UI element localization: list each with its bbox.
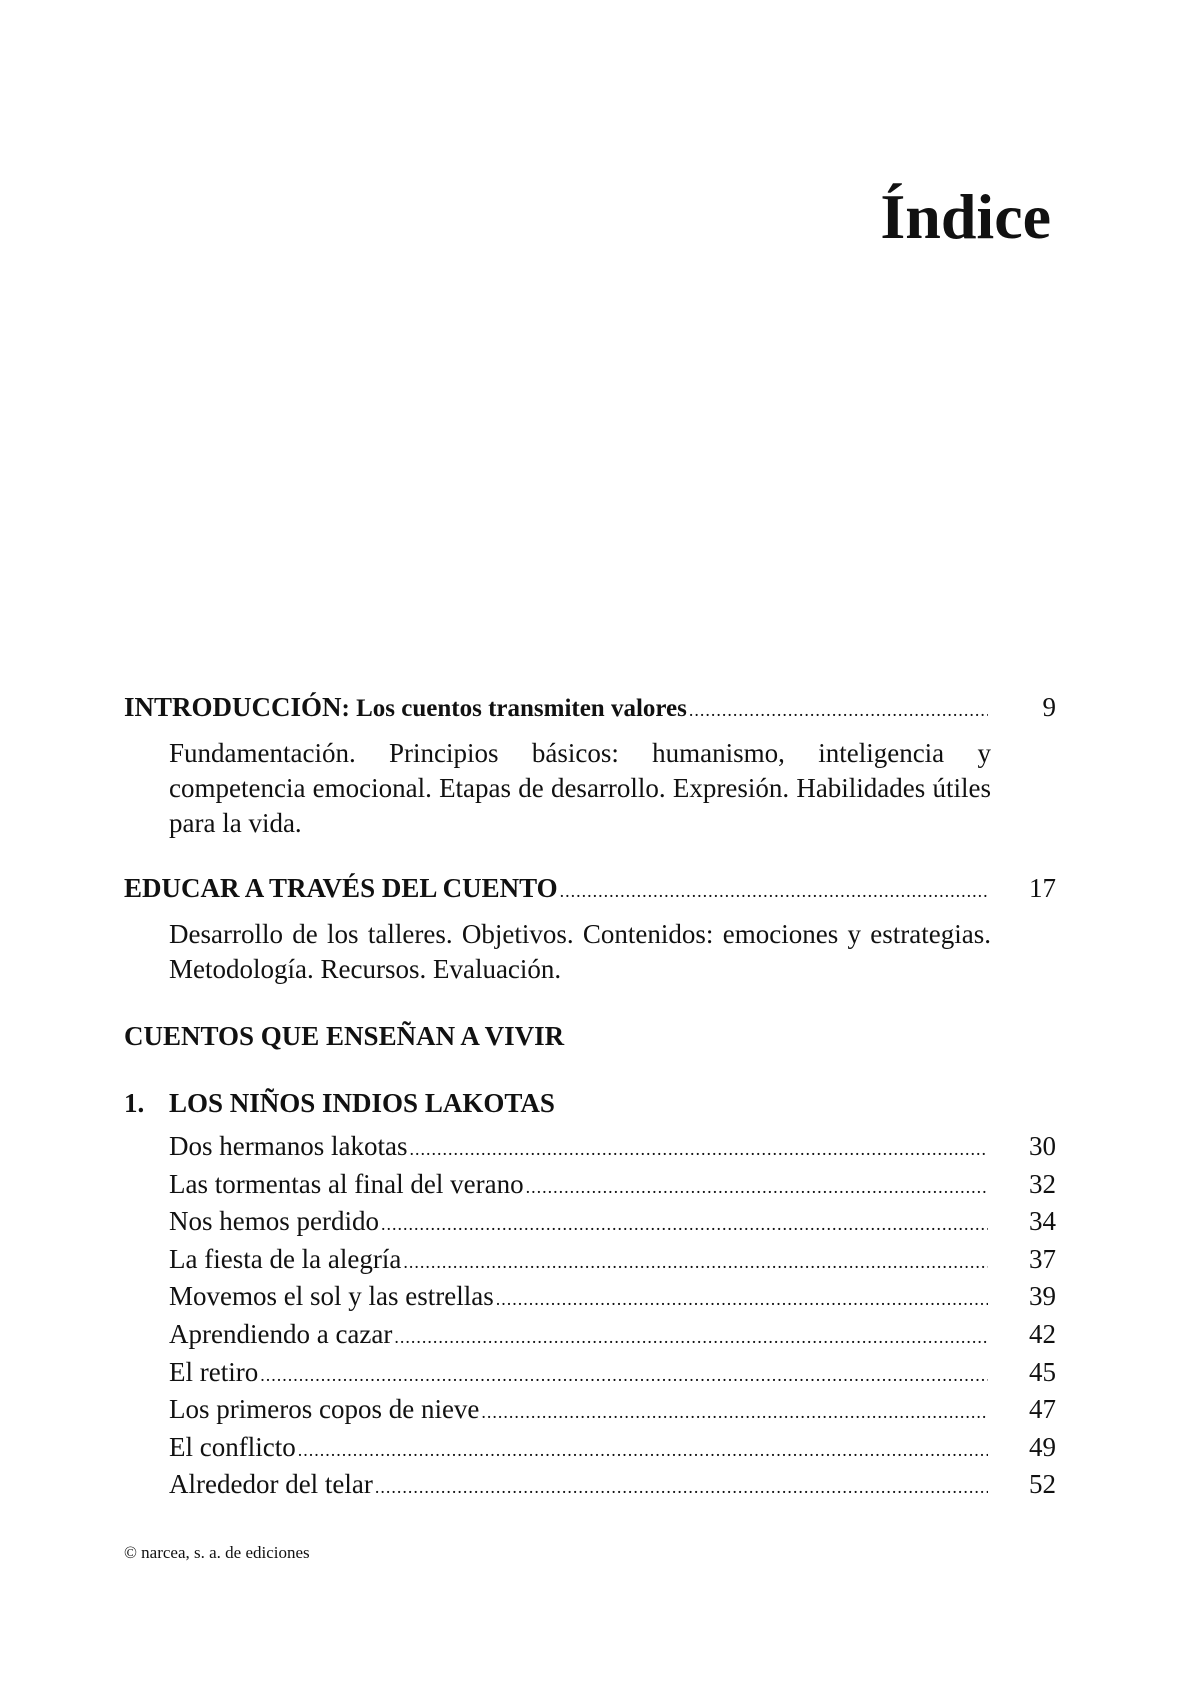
story-list [169, 1129, 1056, 1505]
toc-section-introduccion [124, 690, 1056, 841]
toc-page-number: 39 [1029, 1281, 1056, 1312]
toc-entry-story[interactable] [169, 1430, 1056, 1468]
toc-entry-label: Los primeros copos de nieve [169, 1394, 480, 1425]
toc-entry-story[interactable] [169, 1392, 1056, 1430]
toc-page-number: 9 [1042, 692, 1056, 722]
toc-page-number: 49 [1029, 1431, 1056, 1462]
toc-entry-story[interactable] [169, 1242, 1056, 1280]
toc-entry-label: Dos hermanos lakotas [169, 1131, 408, 1161]
toc-entry-label: El conflicto [169, 1431, 296, 1462]
toc-entry-label: Nos hemos perdido [169, 1206, 379, 1237]
toc-page-number: 47 [1029, 1394, 1056, 1425]
toc-entry-introduccion[interactable] [124, 690, 1056, 728]
dot-leader [394, 1320, 988, 1355]
toc-entry-label: Movemos el sol y las estrellas [169, 1281, 494, 1312]
toc-page-number: 34 [1029, 1206, 1056, 1237]
dot-leader [526, 1170, 988, 1205]
chapter-title: LOS NIÑOS INDIOS LAKOTAS [169, 1088, 555, 1118]
toc-entry-label: La fiesta de la alegría [169, 1243, 402, 1274]
toc-entry-story[interactable] [169, 1204, 1056, 1242]
toc-page-number: 32 [1029, 1168, 1056, 1199]
table-of-contents [124, 690, 1056, 1505]
dot-leader [689, 693, 988, 728]
toc-entry-story[interactable] [169, 1317, 1056, 1355]
section-heading-cuentos: CUENTOS QUE ENSEÑAN A VIVIR [124, 1021, 565, 1051]
toc-entry-label: INTRODUCCIÓN: Los cuentos transmiten valores [124, 692, 687, 722]
dot-leader [409, 1132, 988, 1167]
toc-page-number: 45 [1029, 1356, 1056, 1387]
section-description: Fundamentación. Principios básicos: humanismo, inteligencia y competencia emocional. Etapas de desarrollo. Expresión. Habilidades útiles para la vida. [169, 738, 991, 838]
dot-leader [481, 1395, 988, 1430]
toc-entry-story[interactable] [169, 1167, 1056, 1205]
dot-leader [496, 1282, 988, 1317]
toc-page-number: 52 [1029, 1469, 1056, 1500]
toc-page-number: 42 [1029, 1318, 1056, 1349]
toc-entry-label: Alrededor del telar [169, 1469, 373, 1500]
toc-section-educar [124, 871, 1056, 987]
page-title: Índice [880, 181, 1051, 252]
toc-entry-story[interactable] [169, 1467, 1056, 1505]
dot-leader [375, 1470, 988, 1505]
toc-page-number: 30 [1029, 1131, 1056, 1161]
dot-leader [260, 1358, 988, 1393]
toc-entry-educar[interactable] [124, 871, 1056, 909]
chapter-heading [124, 1086, 1056, 1121]
dot-leader [381, 1207, 988, 1242]
copyright-footer: © narcea, s. a. de ediciones [124, 1543, 310, 1562]
toc-page-number: 37 [1029, 1243, 1056, 1274]
toc-entry-story[interactable] [169, 1129, 1056, 1167]
dot-leader [560, 874, 988, 909]
toc-entry-label: Aprendiendo a cazar [169, 1318, 393, 1349]
toc-entry-story[interactable] [169, 1355, 1056, 1393]
dot-leader [298, 1433, 988, 1468]
toc-entry-story[interactable] [169, 1279, 1056, 1317]
dot-leader [403, 1245, 988, 1280]
toc-entry-label: Las tormentas al final del verano [169, 1168, 524, 1199]
section-description: Desarrollo de los talleres. Objetivos. Contenidos: emociones y estrategias. Metodología. Recursos. Evaluación. [169, 919, 991, 984]
toc-page-number: 17 [1029, 873, 1056, 903]
toc-entry-label: El retiro [169, 1356, 259, 1387]
toc-entry-label: EDUCAR A TRAVÉS DEL CUENTO [124, 873, 558, 903]
chapter-number: 1. [124, 1088, 145, 1118]
